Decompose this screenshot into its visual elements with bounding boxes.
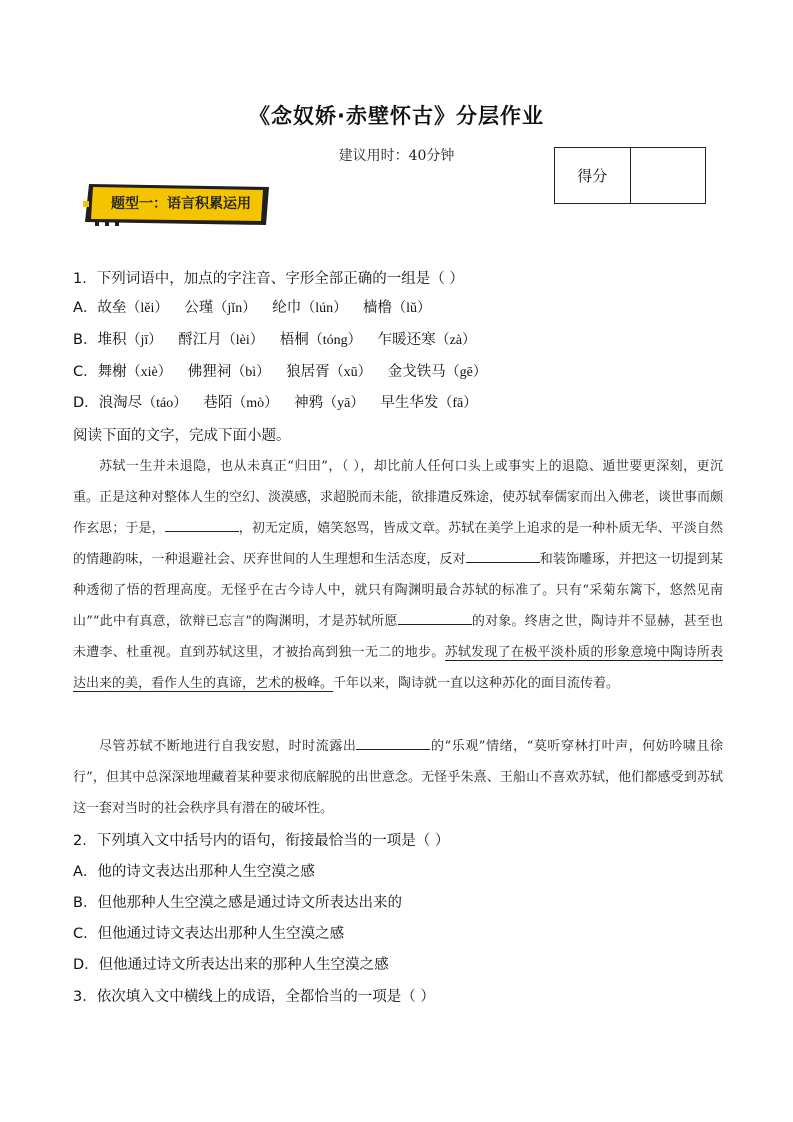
word: 乍暖还寒 bbox=[377, 332, 436, 348]
score-box bbox=[554, 147, 706, 204]
q2-option-a[interactable]: A．他的诗文表达出那种人生空漠之感 bbox=[73, 864, 315, 880]
option-letter: B． bbox=[73, 332, 98, 348]
pinyin: （gē） bbox=[445, 365, 487, 380]
word: 巷陌 bbox=[203, 395, 233, 411]
passage-text: 尽管苏轼不断地进行自我安慰，时时流露出 bbox=[99, 739, 357, 754]
word: 神鸦 bbox=[294, 395, 324, 411]
pinyin: （zà） bbox=[435, 333, 477, 348]
word: 故垒 bbox=[97, 300, 127, 316]
word: 金戈铁马 bbox=[387, 364, 446, 380]
pinyin: （jī） bbox=[126, 333, 163, 348]
pinyin: （bì） bbox=[231, 365, 271, 380]
passage-paragraph-1 bbox=[73, 451, 723, 699]
q1-option-a[interactable] bbox=[73, 298, 447, 319]
passage-text: ，初无定质，嬉笑怒骂，皆成文章。苏轼在美学上追求的是一种朴质无华、平淡自然的情趣韵味，一种退避社会、厌弃世间的人生理想和生活态度，反对 bbox=[73, 521, 723, 567]
blank-1[interactable] bbox=[165, 517, 239, 532]
pinyin: （tóng） bbox=[308, 333, 362, 348]
word: 酹江月 bbox=[178, 332, 222, 348]
pinyin: （jǐn） bbox=[213, 301, 257, 316]
score-label: 得分 bbox=[555, 148, 631, 204]
q2-option-d[interactable]: D．但他通过诗文所表达出来的那种人生空漠之感 bbox=[73, 957, 389, 973]
word: 纶巾 bbox=[272, 300, 302, 316]
pinyin: （yā） bbox=[323, 396, 365, 411]
word: 狼居胥 bbox=[286, 364, 330, 380]
blank-3[interactable] bbox=[398, 610, 472, 625]
pinyin: （lǔ） bbox=[392, 301, 431, 316]
word: 早生华发 bbox=[380, 395, 439, 411]
section-badge bbox=[83, 181, 271, 227]
passage-text: 苏轼一生并未退隐，也从未真正“归田”，（ ），却比前人任何口头上或事实上的退隐、遁世要更深刻，更沉重。正是这种对整体人生的空幻、淡漠感，求超脱而未能，欲排遣反殊途，使苏轼奉儒家而出入佛老，谈世事而颇作玄思；于是， bbox=[73, 459, 724, 536]
word: 梧桐 bbox=[279, 332, 309, 348]
reading-intro: 阅读下面的文字，完成下面小题。 bbox=[73, 428, 291, 444]
q2-option-c[interactable]: C．但他通过诗文表达出那种人生空漠之感 bbox=[73, 926, 345, 942]
passage-text: 的“乐观”情绪，“莫听穿林打叶声，何妨吟啸且徐行”，但其中总深深地埋藏着某种要求彻底解脱的出世意念。无怪乎朱熹、王船山不喜欢苏轼，他们都感受到苏轼这一套对当时的社会秩序具有潜在的破坏性。 bbox=[73, 739, 723, 816]
underlined-sentence: 苏轼发现了在极平淡朴质的形象意境中陶诗所表达出来的美，看作人生的真谛，艺术的极峰。 bbox=[73, 645, 723, 691]
passage-text: 的对象。终唐之世，陶诗并不显赫，甚至也未遭李、杜重视。直到苏轼这里，才被抬高到独一无二的地步。 bbox=[73, 614, 723, 660]
q1-option-b[interactable] bbox=[73, 330, 492, 351]
pinyin: （lún） bbox=[301, 301, 348, 316]
word: 舞榭 bbox=[97, 364, 127, 380]
section-badge-label: 题型一：语言积累运用 bbox=[111, 196, 251, 212]
q1-stem: 1．下列词语中，加点的字注音、字形全部正确的一组是（ ） bbox=[73, 271, 464, 287]
option-letter: A． bbox=[73, 300, 98, 316]
q2-option-b[interactable]: B．但他那种人生空漠之感是通过诗文所表达出来的 bbox=[73, 895, 402, 911]
option-letter: D． bbox=[73, 395, 99, 411]
q1-option-c[interactable] bbox=[73, 362, 503, 383]
pinyin: （lěi） bbox=[126, 301, 169, 316]
suggested-time: 建议用时：40分钟 bbox=[338, 148, 455, 164]
blank-4[interactable] bbox=[356, 735, 430, 750]
word: 浪淘尽 bbox=[98, 395, 143, 411]
pinyin: （lèi） bbox=[221, 333, 264, 348]
word: 堆积 bbox=[97, 332, 127, 348]
pinyin: （mò） bbox=[232, 396, 279, 411]
blank-2[interactable] bbox=[466, 548, 540, 563]
page-title: 《念奴娇·赤壁怀古》分层作业 bbox=[249, 104, 544, 128]
score-value-cell[interactable] bbox=[630, 148, 706, 204]
word: 樯橹 bbox=[363, 300, 393, 316]
pinyin: （fā） bbox=[438, 396, 478, 411]
pinyin: （xū） bbox=[329, 365, 372, 380]
passage-text: 和装饰雕琢，并把这一切提到某种透彻了悟的哲理高度。无怪乎在古今诗人中，就只有陶渊明最合苏轼的标准了。只有“采菊东篱下，悠然见南山”“此中有真意，欲辩已忘言”的陶渊明，才是苏轼所愿 bbox=[73, 552, 723, 629]
passage-paragraph-2 bbox=[73, 731, 723, 824]
pinyin: （xiè） bbox=[126, 365, 172, 380]
passage-text: 千年以来，陶诗就一直以这种苏化的面目流传着。 bbox=[333, 676, 620, 691]
option-letter: C． bbox=[73, 364, 98, 380]
q2-stem: 2．下列填入文中括号内的语句，衔接最恰当的一项是（ ） bbox=[73, 833, 450, 849]
q1-option-d[interactable] bbox=[73, 393, 493, 414]
word: 公瑾 bbox=[184, 300, 214, 316]
pinyin: （táo） bbox=[142, 396, 188, 411]
q3-stem: 3．依次填入文中横线上的成语，全都恰当的一项是（ ） bbox=[73, 989, 435, 1005]
word: 佛狸祠 bbox=[187, 364, 232, 380]
